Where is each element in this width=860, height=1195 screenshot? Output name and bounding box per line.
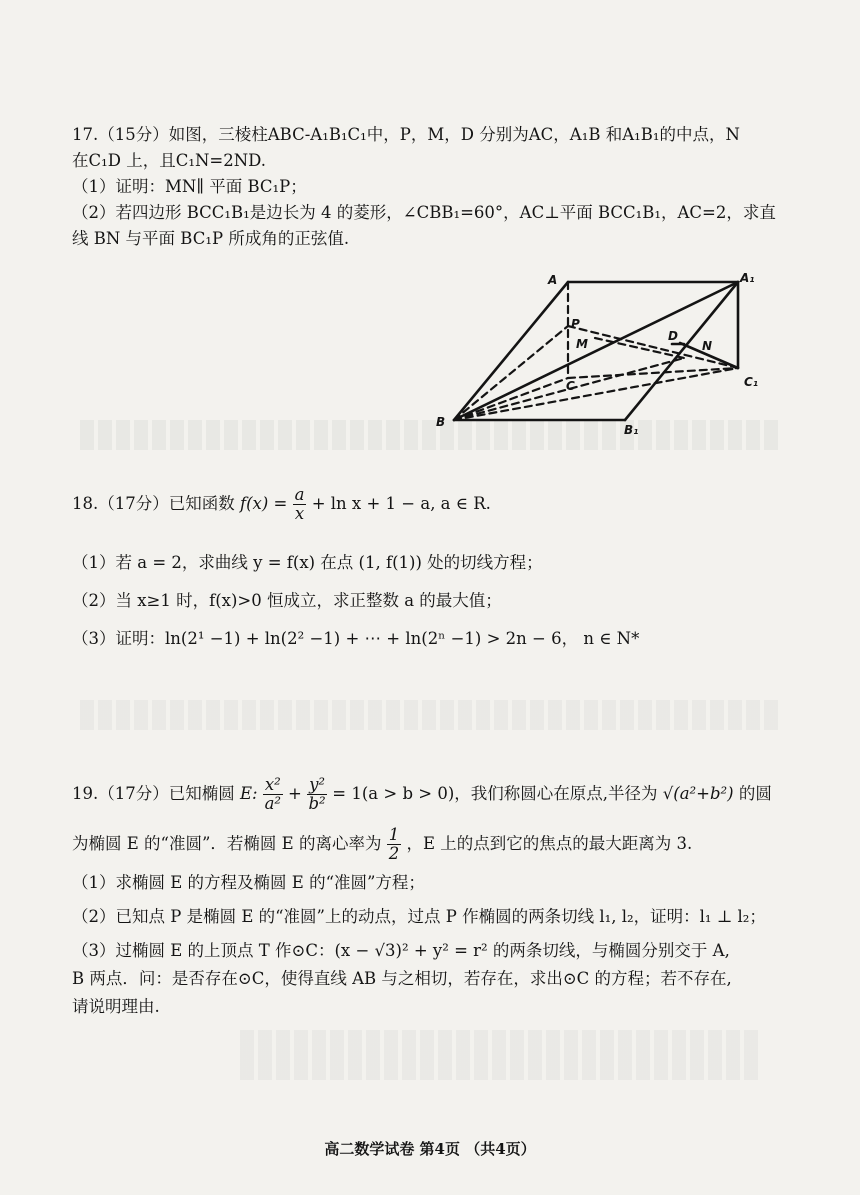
q18-fraction [293, 486, 307, 523]
label-C: C [566, 379, 575, 393]
q19-line1: 19.（17分）已知椭圆 E: $\frac{\text{x²}}{\text{a²}}$ + $\frac{\text{y²}}{\text{b²}}$ = 1(a > b > 0)，我们称圆心在原点,半径为 √(a²+b²) 的圆 [72, 775, 772, 813]
q18-func-lhs: f(x) = [240, 494, 288, 513]
label-B1: B₁ [624, 423, 639, 437]
q18-frac-den: x [294, 504, 305, 523]
q19-line2-suffix: ，E 上的点到它的焦点的最大距离为 3. [406, 834, 693, 853]
q19-line2-prefix: 为椭圆 E 的“准圆”．若椭圆 E 的离心率为 [72, 834, 382, 853]
label-P: P [571, 317, 580, 331]
label-D: D [668, 329, 678, 343]
q19-E: E: [240, 784, 258, 803]
q17-part1: （1）证明：MN∥ 平面 BC₁P； [72, 177, 307, 196]
q19-half-den: 2 [388, 844, 400, 863]
bleed-through [240, 1030, 760, 1080]
q18-part1: （1）若 a = 2，求曲线 y = f(x) 在点 (1, f(1)) 处的切线方程； [72, 553, 543, 572]
label-B: B [436, 415, 446, 429]
label-M: M [576, 337, 588, 351]
q19-part3b: B 两点．问：是否存在⊙C，使得直线 AB 与之相切，若存在，求出⊙C 的方程；若不存在, [72, 969, 732, 988]
q19-part2: （2）已知点 P 是椭圆 E 的“准圆”上的动点，过点 P 作椭圆的两条切线 l₁, l₂，证明：l₁ ⊥ l₂； [72, 907, 766, 926]
label-A: A [548, 273, 558, 287]
q19-frac2-den: b² [308, 794, 326, 813]
q19-part1: （1）求椭圆 E 的方程及椭圆 E 的“准圆”方程； [72, 873, 425, 892]
q19-end: 的圆 [738, 784, 772, 803]
q17-line2: 在C₁D 上，且C₁N=2ND. [72, 151, 267, 170]
q19-part3c: 请说明理由. [72, 997, 160, 1016]
q18-part3: （3）证明：ln(2¹ −1) + ln(2² −1) + ⋯ + ln(2ⁿ −1) > 2n − 6， n ∈ N* [72, 629, 640, 648]
label-A1: A₁ [740, 271, 755, 285]
q18-prefix: 18.（17分）已知函数 [72, 494, 235, 513]
q18-suffix: + ln x + 1 − a, a ∈ R. [311, 494, 491, 513]
q19-frac1-den: a² [264, 794, 282, 813]
bleed-through [80, 700, 780, 730]
q19-frac-y [307, 776, 327, 813]
page-footer: 高二数学试卷 第4页 （共4页） [324, 1140, 536, 1158]
q19-part3a: （3）过椭圆 E 的上顶点 T 作⊙C：(x − √3)² + y² = r² 的两条切线，与椭圆分别交于 A, [72, 941, 730, 960]
q19-frac1-num: x² [264, 775, 281, 794]
q17-part2a: （2）若四边形 BCC₁B₁是边长为 4 的菱形，∠CBB₁=60°，AC⊥平面 BCC₁B₁，AC=2，求直 [72, 203, 776, 222]
q18-frac-num: a [294, 485, 305, 504]
q19-frac2-num: y² [309, 775, 326, 794]
prism-figure [436, 268, 780, 438]
q19-half [387, 826, 402, 863]
q19-prefix: 19.（17分）已知椭圆 [72, 784, 235, 803]
q17-line1: 17.（15分）如图，三棱柱ABC-A₁B₁C₁中，P，M，D 分别为AC，A₁B 和A₁B₁的中点，N [72, 125, 740, 144]
label-C1: C₁ [744, 375, 759, 389]
q19-frac-x [263, 776, 283, 813]
q19-half-num: 1 [388, 825, 400, 844]
q18-line1 [72, 486, 491, 523]
q19-mid: = 1(a > b > 0)，我们称圆心在原点,半径为 [332, 784, 658, 803]
q18-part2: （2）当 x≥1 时，f(x)>0 恒成立，求正整数 a 的最大值； [72, 591, 502, 610]
q19-line2 [72, 826, 692, 863]
label-N: N [702, 339, 713, 353]
q19-sqrt: √(a²+b²) [662, 784, 734, 803]
q17-part2b: 线 BN 与平面 BC₁P 所成角的正弦值. [72, 229, 350, 248]
